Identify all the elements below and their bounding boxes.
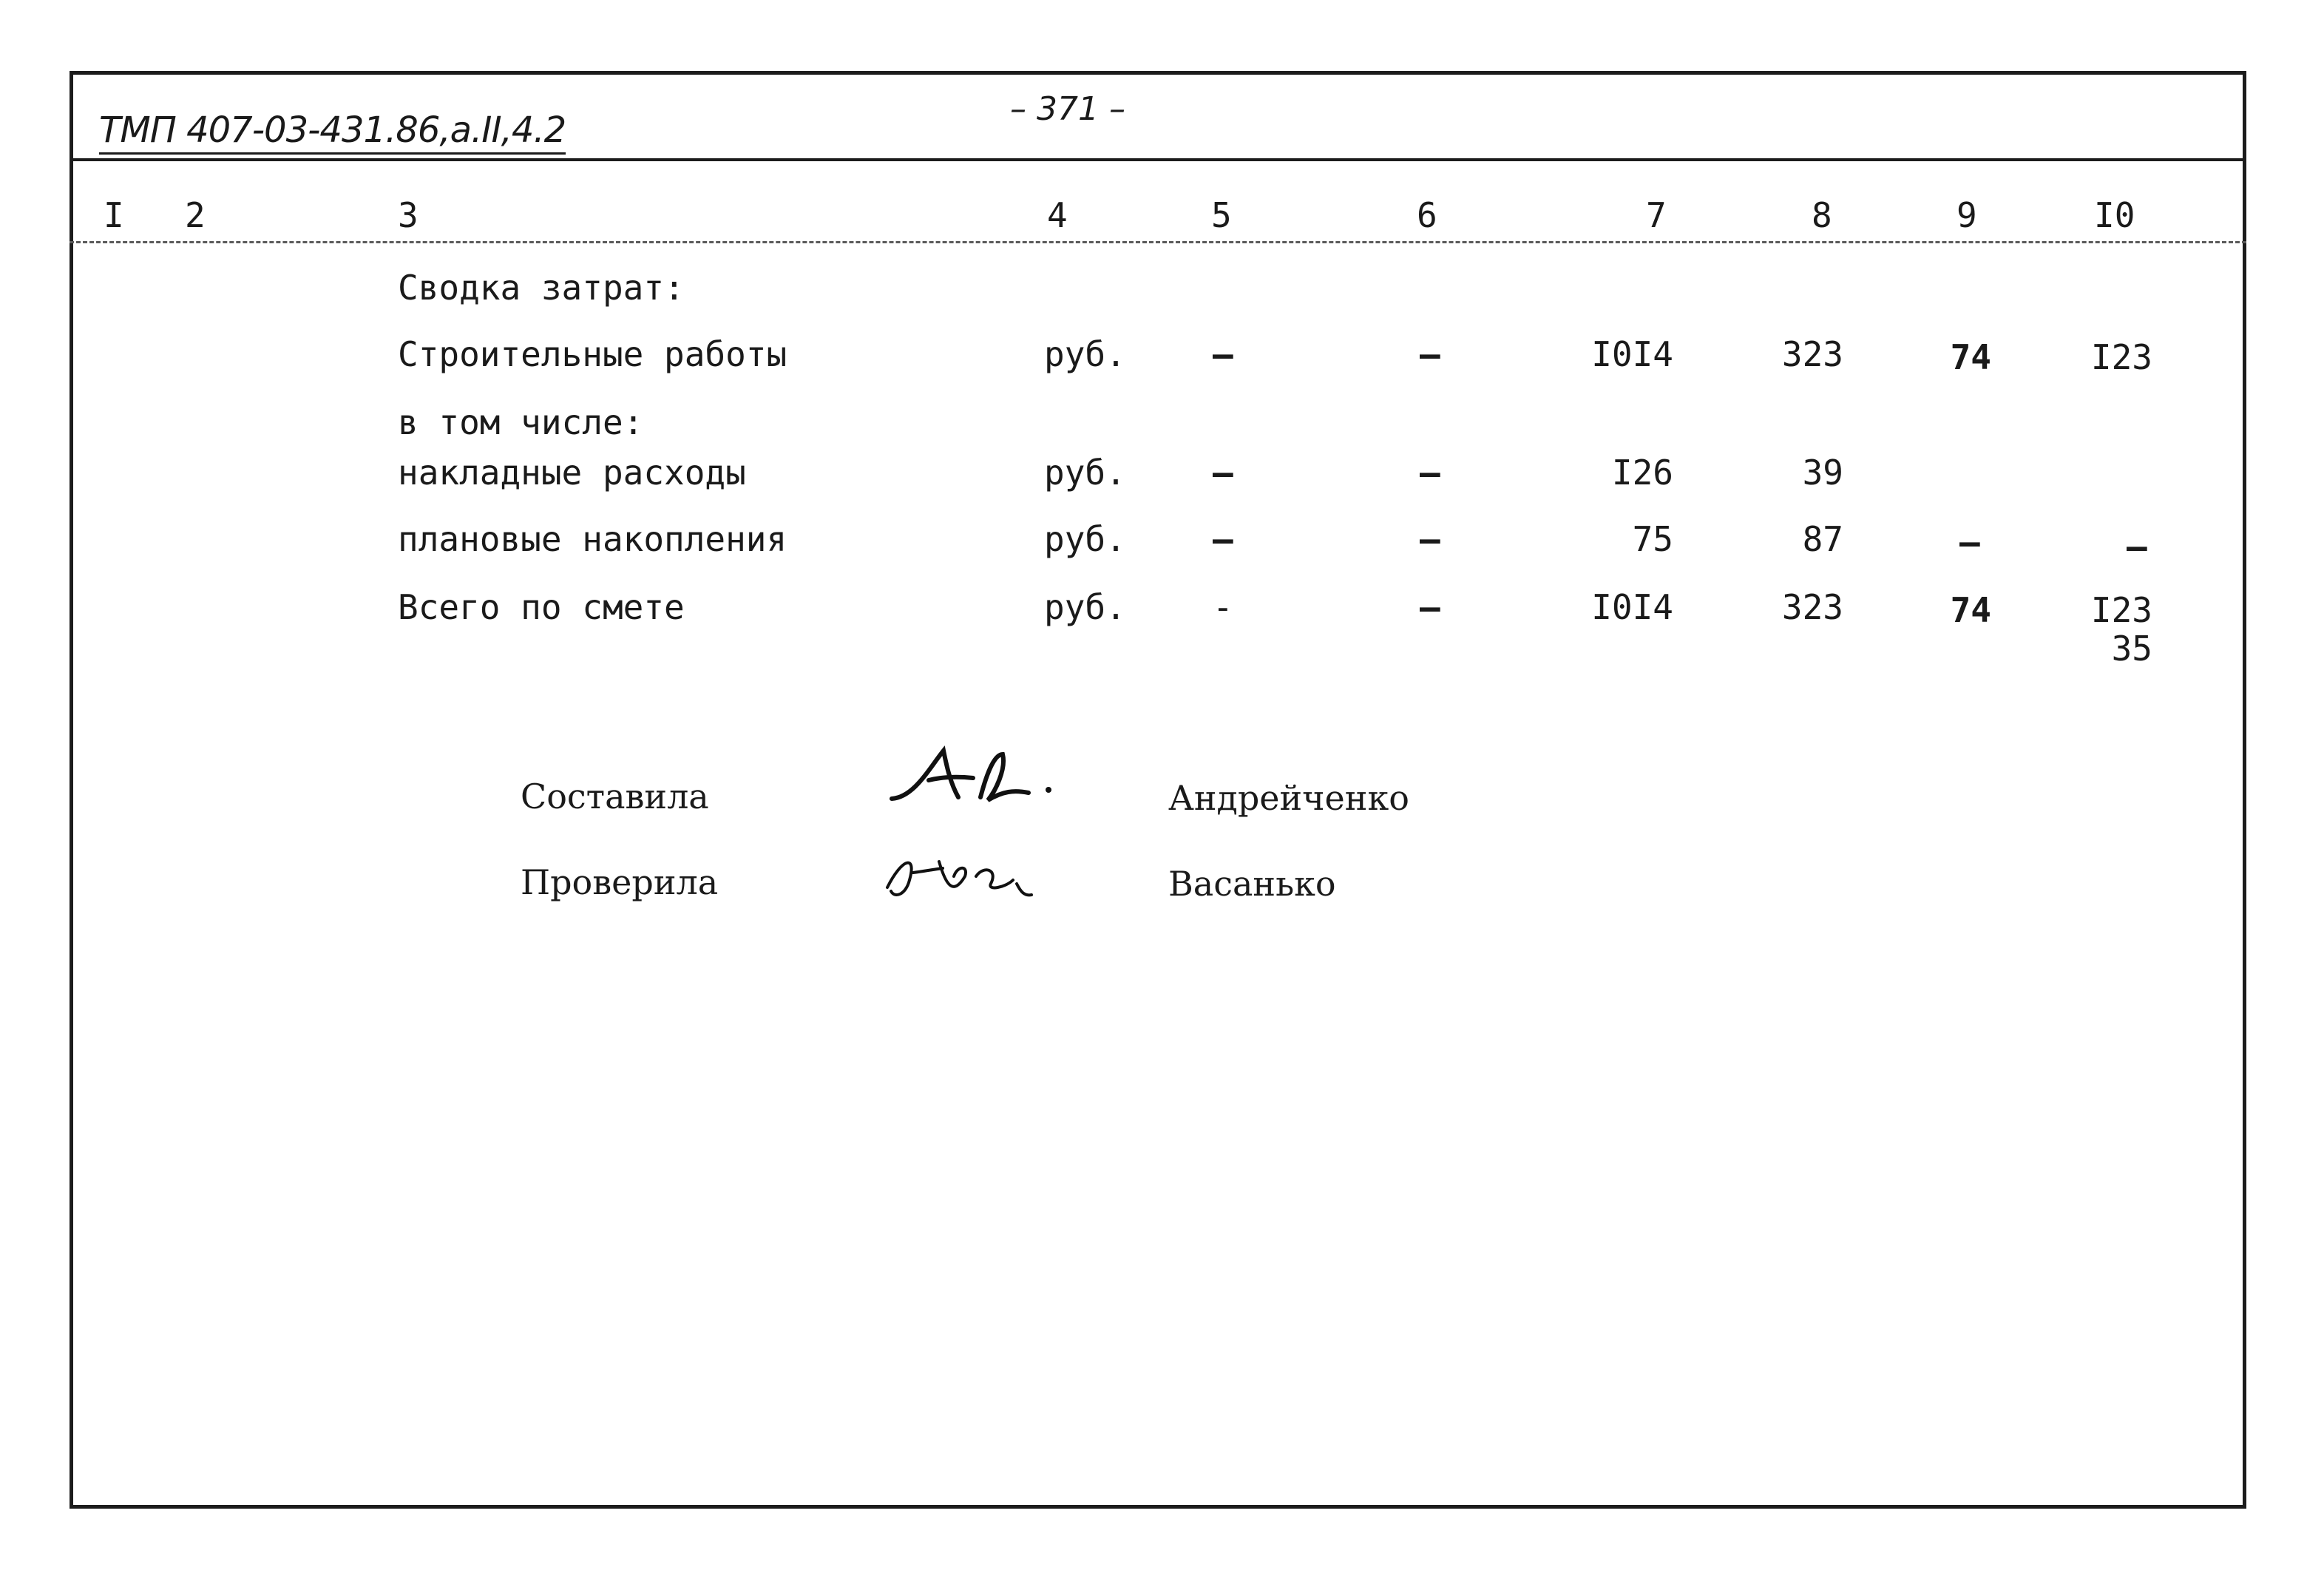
row-c6: – <box>1420 587 1440 627</box>
compiled-name: Андрейченко <box>1168 778 1409 818</box>
row-c7: I0I4 <box>1591 587 1673 627</box>
column-number-9: 9 <box>1957 195 1977 235</box>
column-number-4: 4 <box>1047 195 1068 235</box>
column-number-5: 5 <box>1211 195 1232 235</box>
row-c8: 323 <box>1781 587 1843 627</box>
row-unit: руб. <box>1044 334 1126 374</box>
row-c10: – <box>2127 527 2147 566</box>
row-c6: – <box>1420 453 1440 493</box>
row-c5: – <box>1213 453 1233 493</box>
column-number-1: I <box>104 195 124 235</box>
row-c9: 74 <box>1950 337 1991 377</box>
column-number-10: I0 <box>2094 195 2135 235</box>
row-c7: I26 <box>1611 453 1673 493</box>
compiled-label: Составила <box>521 777 709 816</box>
column-number-8: 8 <box>1812 195 1832 235</box>
row-c10: I23 <box>2090 590 2152 630</box>
row-c8: 323 <box>1781 334 1843 374</box>
row-label: накладные расходы <box>398 453 746 493</box>
column-number-7: 7 <box>1646 195 1667 235</box>
checked-signature <box>880 843 1043 922</box>
row-unit: руб. <box>1044 587 1126 627</box>
row-c6: – <box>1420 334 1440 374</box>
column-number-3: 3 <box>398 195 419 235</box>
row-c7: I0I4 <box>1591 334 1673 374</box>
page-frame <box>70 71 2246 1509</box>
checked-name: Васанько <box>1168 864 1336 904</box>
document-code: ТМП 407-03-431.86,а.II,4.2 <box>99 109 566 155</box>
row-label: в том числе: <box>398 402 644 442</box>
compiled-signature <box>884 740 1054 826</box>
page-number: – 371 – <box>1010 90 1125 128</box>
column-number-2: 2 <box>185 195 206 235</box>
section-title: Сводка затрат: <box>398 268 685 308</box>
checked-label: Проверила <box>521 862 719 902</box>
row-label: Всего по смете <box>398 587 685 627</box>
row-label: Строительные работы <box>398 334 787 374</box>
row-unit: руб. <box>1044 453 1126 493</box>
row-c9: – <box>1959 522 1980 562</box>
row-c5: – <box>1213 334 1233 374</box>
row-c7: 75 <box>1632 519 1673 559</box>
row-c5: - <box>1213 587 1233 627</box>
row-c8: 39 <box>1802 453 1843 493</box>
column-numbers-divider <box>70 241 2246 243</box>
row-unit: руб. <box>1044 519 1126 559</box>
column-number-6: 6 <box>1417 195 1437 235</box>
row-label: плановые накопления <box>398 519 787 559</box>
row-c5: – <box>1213 519 1233 559</box>
row-c8: 87 <box>1802 519 1843 559</box>
header-divider <box>70 158 2246 161</box>
row-c9: 74 <box>1950 590 1991 630</box>
row-c6: – <box>1420 519 1440 559</box>
row-c10: I23 <box>2090 337 2152 377</box>
row-c10-extra: 35 <box>2111 629 2152 669</box>
